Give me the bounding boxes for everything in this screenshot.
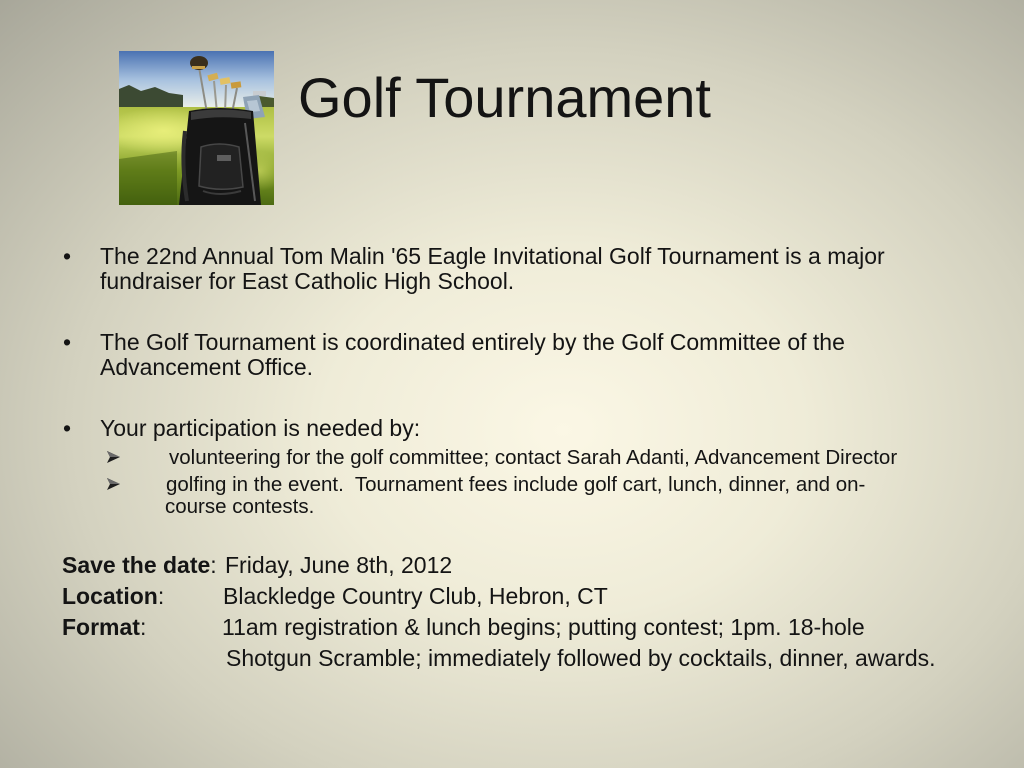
- bullet-line: The Golf Tournament is coordinated entirely by the Golf Committee of the: [100, 329, 845, 355]
- golf-bag-image-icon: [119, 51, 274, 205]
- detail-value: [225, 550, 452, 581]
- bullet-line: The 22nd Annual Tom Malin '65 Eagle Invitational Golf Tournament is a major: [100, 243, 885, 269]
- bullet-line: Your participation is needed by:: [100, 415, 421, 441]
- detail-separator: :: [157, 583, 165, 609]
- detail-value-line: Shotgun Scramble; immediately followed by cocktails, dinner, awards.: [226, 645, 936, 671]
- detail-value-line: 11am registration & lunch begins; putting contest; 1pm. 18-hole: [222, 614, 865, 640]
- detail-value: [223, 581, 608, 612]
- sub-bullet-text: [169, 447, 897, 469]
- detail-label-bold: Format: [62, 614, 140, 640]
- bullet-glyph: •: [63, 243, 72, 269]
- bullet-text: [100, 416, 420, 441]
- bullet-text: [100, 244, 885, 294]
- bullet-glyph: •: [63, 415, 72, 441]
- detail-separator: :: [210, 552, 217, 578]
- detail-separator: :: [139, 614, 147, 640]
- slide-title: Golf Tournament: [298, 66, 711, 129]
- bullet-line: fundraiser for East Catholic High School.: [100, 268, 515, 294]
- sub-bullet-line: golfing in the event. Tournament fees include golf cart, lunch, dinner, and on-: [166, 473, 866, 496]
- detail-label-bold: Location: [62, 583, 158, 609]
- sub-bullet-line: volunteering for the golf committee; contact Sarah Adanti, Advancement Director: [169, 446, 898, 469]
- arrow-bullet-icon: [107, 451, 120, 463]
- bullet-glyph: •: [63, 329, 72, 355]
- sub-bullet-line: course contests.: [165, 495, 315, 518]
- detail-value-line: Blackledge Country Club, Hebron, CT: [223, 583, 608, 609]
- detail-label-bold: Save the date: [62, 552, 211, 578]
- detail-label: [62, 550, 217, 581]
- detail-value: [222, 612, 936, 674]
- detail-label: [62, 581, 164, 612]
- detail-label: [62, 612, 146, 643]
- golf-bag-photo: [119, 51, 274, 205]
- bullet-line: Advancement Office.: [100, 354, 314, 380]
- bullet-text: [100, 330, 845, 380]
- sub-bullet-text: [165, 474, 865, 518]
- detail-value-line: Friday, June 8th, 2012: [225, 552, 453, 578]
- arrow-bullet-icon: [107, 478, 120, 490]
